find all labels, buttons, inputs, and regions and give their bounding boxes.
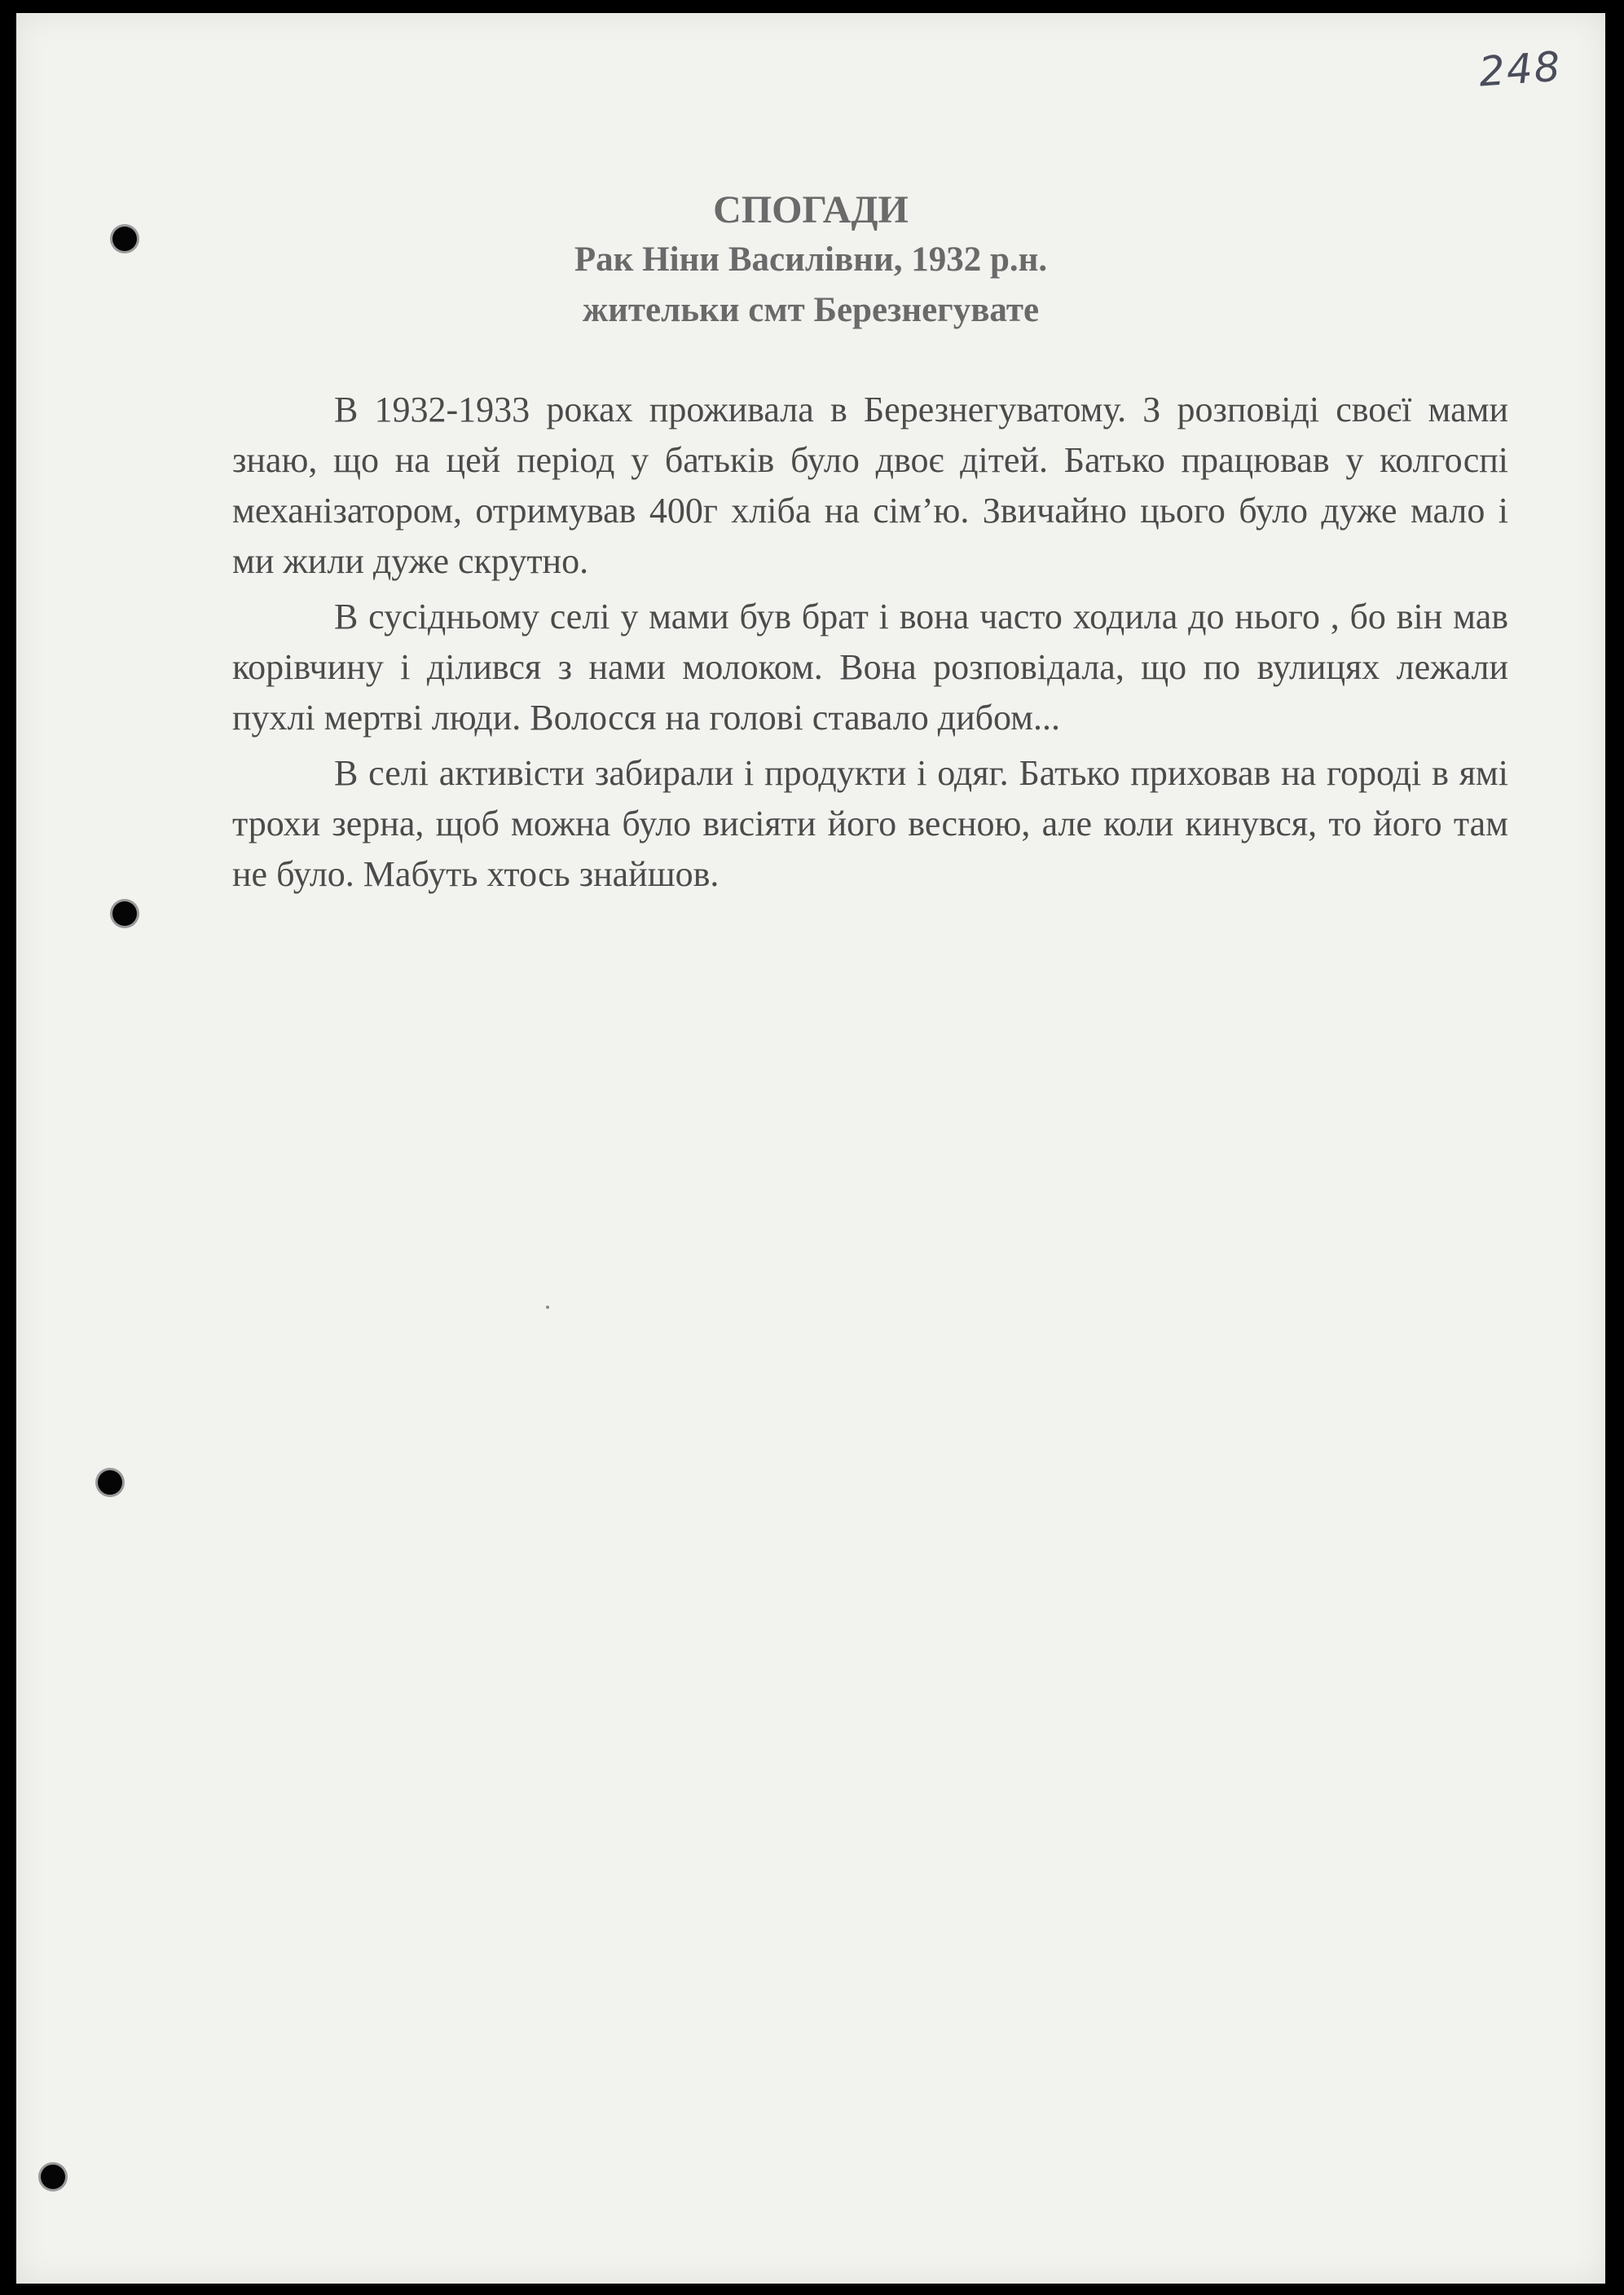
document-body: [232, 385, 1508, 905]
paragraph: В 1932-1933 роках проживала в Березнегуватому. З розповіді своєї мами знаю, що на цей період у батьків було двоє дітей. Батько працював у колгоспі механізатором, отримував 400г хліба на сім’ю. Звичайно цього було дуже мало і ми жили дуже скрутно.: [232, 390, 1508, 581]
document-title: СПОГАДИ: [713, 188, 909, 231]
handwritten-folio-number: 248: [1477, 42, 1564, 96]
document-subtitle-name: Рак Ніни Василівни, 1932 р.н.: [574, 240, 1048, 279]
paper-sheet: [16, 13, 1605, 2284]
punch-hole: [112, 901, 137, 926]
document-header: [16, 186, 1605, 336]
paragraph: В селі активісти забирали і продукти і одяг. Батько приховав на городі в ямі трохи зерна, щоб можна було висіяти його весною, але коли кинувся, то його там не було. Мабуть хтось знайшов.: [232, 753, 1508, 894]
punch-hole: [41, 2165, 65, 2189]
paragraph: В сусідньому селі у мами був брат і вона часто ходила до нього , бо він мав корівчину і ділився з нами молоком. Вона розповідала, що по вулицях лежали пухлі мертві люди. Волосся на голові ставало дибом...: [232, 597, 1508, 738]
paper-speck: [546, 1306, 549, 1309]
document-subtitle-residence: жительки смт Березнегувате: [582, 291, 1040, 329]
punch-hole: [98, 1470, 122, 1495]
